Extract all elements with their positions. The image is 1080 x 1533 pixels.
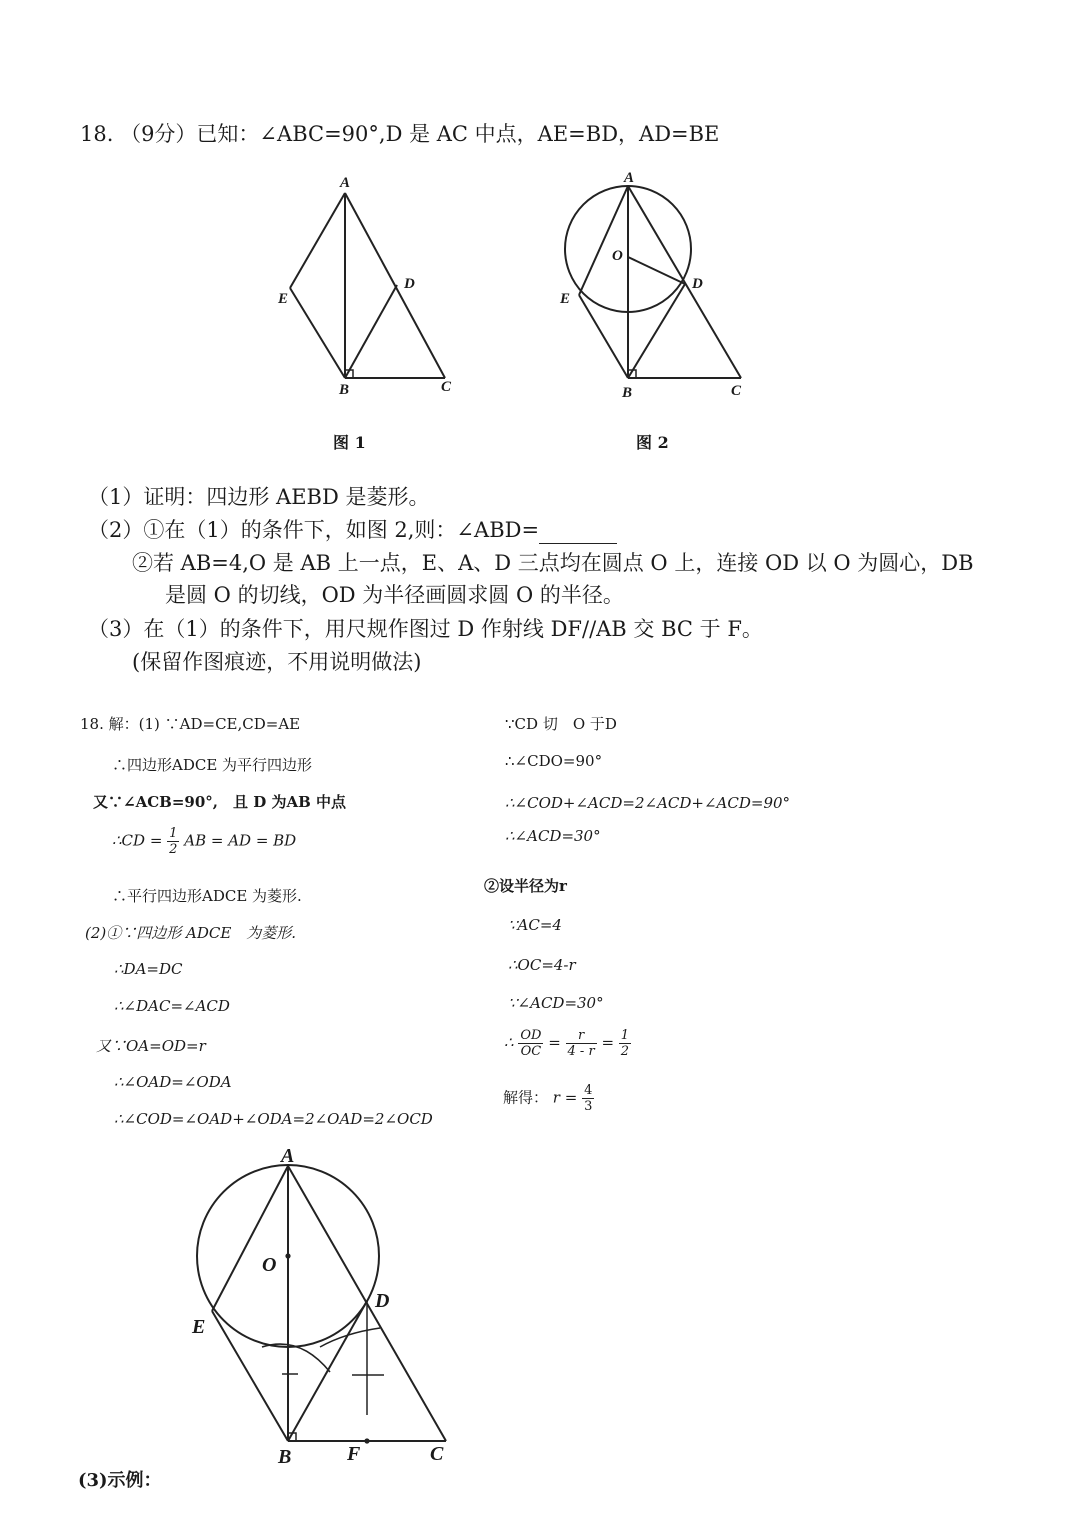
sol-right-4: ∴∠ACD=30° <box>505 827 601 845</box>
fraction-half-2 <box>619 1028 631 1059</box>
sol-left-4-pre: ∴CD = <box>112 831 163 850</box>
fraction-num: OD <box>520 1028 542 1043</box>
fraction-den: 3 <box>584 1099 593 1114</box>
sol-right-8: ∵∠ACD=30° <box>508 994 604 1012</box>
sol-left-11: ∴∠COD=∠OAD+∠ODA=2∠OAD=2∠OCD <box>114 1110 433 1128</box>
fig3-seg-AE <box>212 1166 288 1311</box>
figure-2 <box>565 186 741 378</box>
fraction-r <box>566 1028 597 1059</box>
question-2a: （2）①在（1）的条件下，如图 2,则：∠ABD= <box>88 518 540 542</box>
fig3-label-F: F <box>347 1443 361 1465</box>
fig1-label-C: C <box>441 379 452 395</box>
fraction-half <box>167 826 179 857</box>
sol-right-10-pre: 解得： <box>503 1088 549 1107</box>
fig3-label-B: B <box>278 1446 292 1468</box>
sol-right-9: ∴ $\frac{OD}{OC}$ = $\frac{r}{4 - r}$ = $\frac{1}{2}$ <box>504 1028 630 1059</box>
fig3-arc-1 <box>262 1344 330 1372</box>
fig2-label-D: D <box>692 276 703 292</box>
sol-left-4 <box>112 826 296 857</box>
fig2-label-B: B <box>622 385 633 401</box>
sol-left-6: (2)①∵四边形 ADCE 为菱形. <box>85 924 297 942</box>
fig1-label-E: E <box>278 291 289 307</box>
question-2a-row <box>88 514 617 544</box>
fig1-seg-AE <box>290 193 345 288</box>
fig1-label-D: D <box>404 276 415 292</box>
fig3-point-F <box>365 1439 368 1442</box>
sol-right-3: ∴∠COD+∠ACD=2∠ACD+∠ACD=90° <box>505 794 791 812</box>
fraction-den: OC <box>520 1044 542 1059</box>
fig1-label-A: A <box>340 175 351 191</box>
sol-right-2: ∴∠CDO=90° <box>505 752 603 770</box>
fig2-seg-OD <box>628 257 685 284</box>
sol-left-2: ∴四边形ADCE 为平行四边形 <box>112 756 313 774</box>
example-label: (3)示例： <box>78 1470 162 1491</box>
sol-left-4-post: AB = AD = BD <box>184 831 297 850</box>
fig1-seg-EB <box>290 288 345 378</box>
fraction-den: 2 <box>620 1044 630 1059</box>
fig3-seg-BD <box>288 1301 367 1441</box>
figure-1 <box>290 193 445 378</box>
question-1: （1）证明：四边形 AEBD 是菱形。 <box>88 485 430 509</box>
question-2c: 是圆 O 的切线，OD 为半径画圆求圆 O 的半径。 <box>165 583 624 607</box>
fig3-seg-EB <box>212 1311 288 1441</box>
fig2-seg-BD <box>628 284 685 378</box>
sol-right-7: ∴OC=4-r <box>508 956 576 974</box>
sol-right-6: ∵AC=4 <box>508 916 562 934</box>
sol-left-1: 18. 解：(1) ∵AD=CE,CD=AE <box>80 715 301 733</box>
fig2-caption: 图 2 <box>636 433 669 452</box>
sol-right-10-var: r = <box>552 1088 578 1107</box>
sol-left-5: ∴平行四边形ADCE 为菱形. <box>112 887 302 905</box>
sol-right-10 <box>503 1083 594 1114</box>
figure-3 <box>197 1165 446 1443</box>
fraction-od-oc <box>518 1028 543 1059</box>
fraction-four-thirds <box>582 1083 594 1114</box>
sol-left-3: 又∵∠ACB=90°, 且 D 为AB 中点 <box>93 793 346 811</box>
fig3-label-C: C <box>430 1443 444 1465</box>
fig3-label-O: O <box>262 1254 277 1276</box>
question-2b: ②若 AB=4,O 是 AB 上一点，E、A、D 三点均在圆点 O 上，连接 OD 以 O 为圆心，DB <box>132 551 974 575</box>
fig3-label-A: A <box>281 1145 295 1167</box>
fraction-num: 1 <box>169 826 178 841</box>
sol-left-9: 又∵OA=OD=r <box>96 1037 206 1055</box>
problem-header: 18. （9分）已知：∠ABC=90°,D 是 AC 中点，AE=BD，AD=BE <box>80 122 720 146</box>
fig3-label-E: E <box>192 1316 206 1338</box>
fraction-num: r <box>566 1028 597 1044</box>
sol-left-10: ∴∠OAD=∠ODA <box>114 1073 232 1091</box>
fig3-center-dot <box>286 1254 289 1257</box>
sol-right-1: ∵CD 切 O 于D <box>505 715 617 733</box>
sol-right-5: ②设半径为r <box>484 877 567 895</box>
fig2-label-O: O <box>612 248 623 264</box>
fig1-seg-BD <box>345 285 397 378</box>
fig1-label-B: B <box>339 382 350 398</box>
fraction-den: 4 - r <box>567 1044 595 1059</box>
answer-blank <box>539 525 617 544</box>
fig1-caption: 图 1 <box>333 433 366 452</box>
fig2-label-A: A <box>624 170 635 186</box>
question-3-note: (保留作图痕迹，不用说明做法) <box>132 650 422 674</box>
sol-left-8: ∴∠DAC=∠ACD <box>114 997 230 1015</box>
fig3-label-D: D <box>375 1290 390 1312</box>
fraction-den: 2 <box>169 842 178 857</box>
fraction-num: 4 <box>584 1083 593 1098</box>
question-3: （3）在（1）的条件下，用尺规作图过 D 作射线 DF//AB 交 BC 于 F。 <box>88 617 763 641</box>
sol-right-9-pre: ∴ <box>504 1033 514 1052</box>
fig2-label-E: E <box>560 291 571 307</box>
fig2-label-C: C <box>731 383 742 399</box>
sol-left-7: ∴DA=DC <box>114 960 183 978</box>
fraction-num: 1 <box>620 1028 630 1043</box>
